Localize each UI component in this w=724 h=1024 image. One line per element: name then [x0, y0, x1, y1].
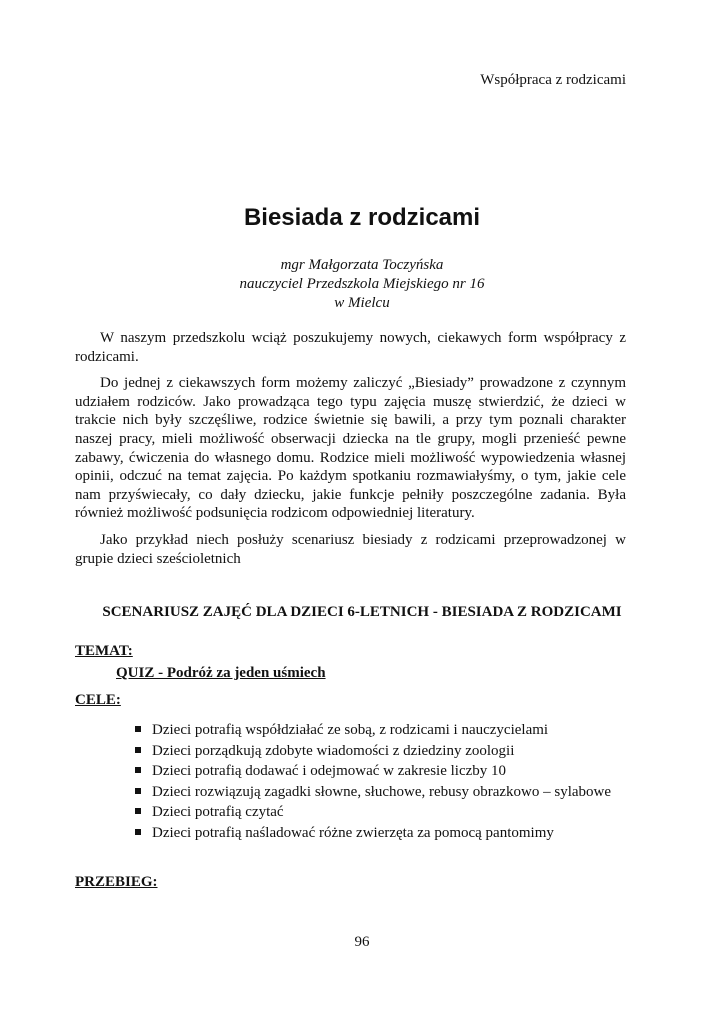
square-bullet-icon [135, 829, 141, 835]
goals-label: CELE: [75, 692, 121, 708]
goal-text: Dzieci potrafią współdziałać ze sobą, z rodzicami i nauczycielami [152, 722, 549, 738]
paragraph: Jako przykład niech posłuży scenariusz biesiady z rodzicami przeprowadzonej w grupie dzieci sześcioletnich [75, 531, 626, 567]
goal-item [135, 823, 626, 844]
square-bullet-icon [135, 808, 141, 814]
goal-item [135, 720, 626, 741]
author-city: w Mielcu [334, 295, 390, 311]
paragraph: Do jednej z ciekawszych form możemy zaliczyć „Biesiady” prowadzone z czynnym udziałem rodziców. Jako prowadząca tego typu zajęcia muszę stwierdzić, że dzieci w trakcie nich były szczęśliwe, rodzice świetnie się bawili, a przy tym poznali charakter naszej pracy, mieli możliwość obserwacji dziecka na tle grupy, mogli przenieść pewne zabawy, ćwiczenia do własnego domu. Rodzice mieli możliwość wypowiedzenia własnej opinii, odczuć na temat zajęcia. Po każdym spotkaniu rozmawiałyśmy, o tym, jakie cele nam przyświecały, co dały dziecku, jakie funkcje pełniły poszczególne zadania. Była również możliwość podsunięcia rodzicom odpowiedniej literatury. [75, 375, 626, 522]
scenario-heading: SCENARIUSZ ZAJĘĆ DLA DZIECI 6-LETNICH - BIESIADA Z RODZICAMI [102, 604, 622, 620]
running-header: Współpraca z rodzicami [480, 72, 626, 88]
course-label: PRZEBIEG: [75, 874, 158, 890]
square-bullet-icon [135, 726, 141, 732]
goal-item [135, 782, 626, 803]
goal-text: Dzieci potrafią dodawać i odejmować w zakresie liczby 10 [152, 763, 507, 779]
article-title: Biesiada z rodzicami [243, 204, 481, 231]
topic-value: QUIZ - Podróż za jeden uśmiech [116, 665, 326, 681]
article-body [75, 329, 626, 576]
paragraph: W naszym przedszkolu wciąż poszukujemy nowych, ciekawych form współpracy z rodzicami. [75, 330, 626, 365]
author-block [0, 256, 724, 313]
goal-item [135, 741, 626, 762]
goal-item [135, 802, 626, 823]
goal-text: Dzieci rozwiązują zagadki słowne, słuchowe, rebusy obrazkowo – sylabowe [152, 783, 612, 800]
author-name: mgr Małgorzata Toczyńska [280, 257, 444, 273]
topic-label: TEMAT: [75, 643, 133, 659]
square-bullet-icon [135, 788, 141, 794]
goal-item [135, 761, 626, 782]
goals-list [135, 720, 626, 843]
author-position: nauczyciel Przedszkola Miejskiego nr 16 [239, 276, 485, 292]
goal-text: Dzieci potrafią naśladować różne zwierzęta za pomocą pantomimy [152, 824, 554, 841]
page-number: 96 [354, 934, 370, 950]
square-bullet-icon [135, 747, 141, 753]
square-bullet-icon [135, 767, 141, 773]
goal-text: Dzieci porządkują zdobyte wiadomości z dziedziny zoologii [152, 742, 515, 759]
goal-text: Dzieci potrafią czytać [152, 804, 284, 820]
